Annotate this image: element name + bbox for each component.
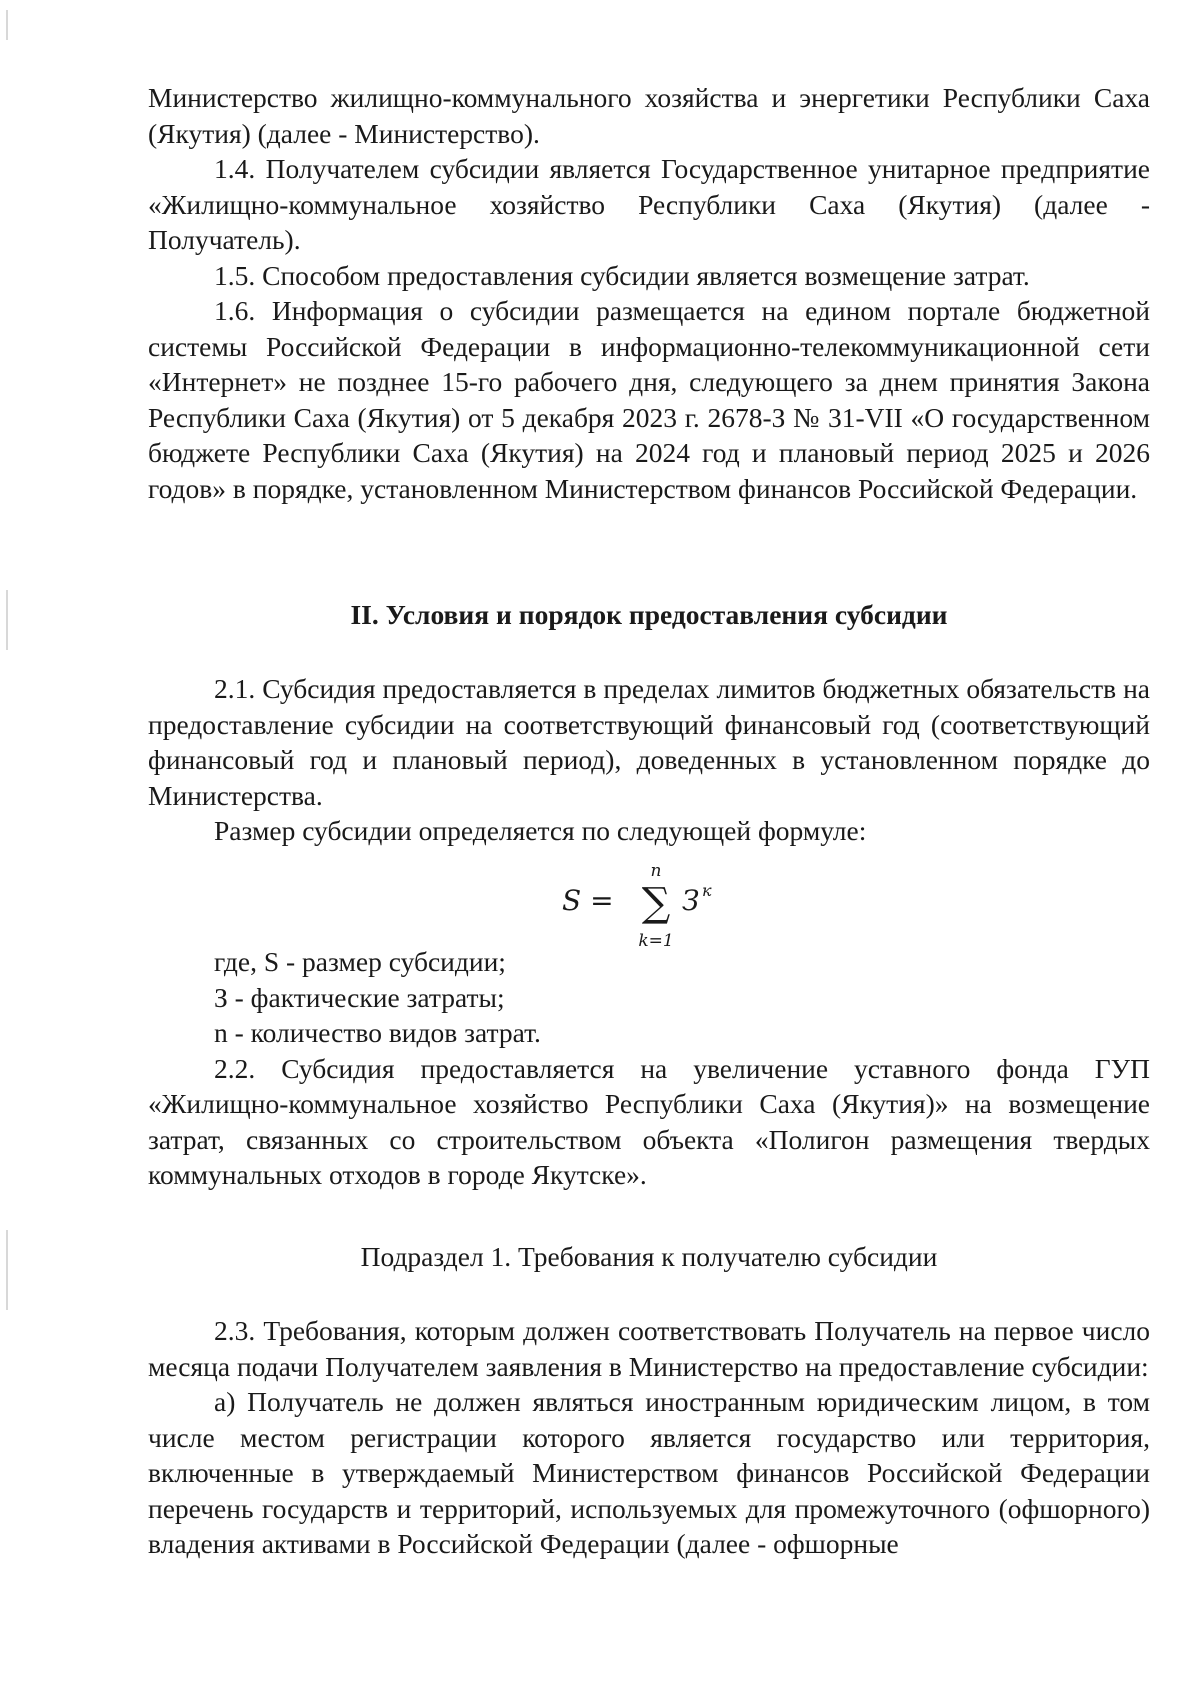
formula-sigma: ∑	[641, 880, 671, 926]
paragraph-formula-intro: Размер субсидии определяется по следующей формуле:	[214, 815, 867, 846]
formula-legend-block	[148, 944, 1150, 1193]
formula-term-superscript: к	[702, 881, 712, 900]
paragraph-2-2: 2.2. Субсидия предоставляется на увеличение уставного фонда ГУП «Жилищно-коммунальное хозяйство Республики Саха (Якутия)» на возмещение затрат, связанных со строительством объекта «Полигон размещения твердых коммунальных отходов в городе Якутске».	[148, 1052, 1150, 1190]
legend-n: n - количество видов затрат.	[214, 1017, 541, 1048]
subsection1-heading: Подраздел 1. Требования к получателю субсидии	[360, 1241, 938, 1272]
paragraph-2-3-a: а) Получатель не должен являться иностранным юридическим лицом, в том числе местом регистрации которого является государство или территория, включенные в утверждаемый Министерством финансов Российской Федерации перечень государств и территорий, используемых для промежуточного (офшорного) владения активами в Российской Федерации (далее - офшорные	[148, 1386, 1150, 1559]
scan-artifact	[6, 1230, 8, 1310]
paragraph-1-4: 1.4. Получателем субсидии является Государственное унитарное предприятие «Жилищно-коммунальное хозяйство Республики Саха (Якутия) (далее - Получатель).	[148, 153, 1150, 255]
section2-block	[148, 671, 1150, 849]
subsidy-formula	[560, 862, 760, 952]
paragraph-1-5: 1.5. Способом предоставления субсидии является возмещение затрат.	[214, 259, 1030, 291]
paragraph-2-3: 2.3. Требования, которым должен соответствовать Получатель на первое число месяца подачи Получателем заявления в Министерство на предоставление субсидии:	[148, 1315, 1150, 1382]
section2-heading: II. Условия и порядок предоставления субсидии	[350, 599, 948, 630]
formula-lower-limit: k=1	[638, 931, 674, 951]
legend-s: где, S - размер субсидии;	[214, 946, 506, 977]
paragraph-1-6: 1.6. Информация о субсидии размещается на едином портале бюджетной системы Российской Федерации в информационно-телекоммуникационной сети «Интернет» не позднее 15-го рабочего дня, следующего за днем принятия Закона Республики Саха (Якутия) от 5 декабря 2023 г. 2678-З № 31-VII «О государственном бюджете Республики Саха (Якутия) на 2024 год и плановый период 2025 и 2026 годов» в порядке, установленном Министерством финансов Российской Федерации.	[148, 295, 1150, 504]
formula-upper-limit: n	[650, 862, 662, 881]
scan-artifact	[6, 590, 8, 650]
formula-lhs: S =	[562, 884, 614, 917]
formula-svg	[560, 862, 760, 952]
legend-z: З - фактические затраты;	[214, 981, 505, 1013]
subsection1-block	[148, 1313, 1150, 1562]
paragraph-ministry: Министерство жилищно-коммунального хозяйства и энергетики Республики Саха (Якутия) (далее - Министерство).	[148, 82, 1150, 149]
formula-term: З	[682, 884, 700, 917]
section1-continuation	[148, 80, 1150, 506]
paragraph-2-1: 2.1. Субсидия предоставляется в пределах лимитов бюджетных обязательств на предоставление субсидии на соответствующий финансовый год (соответствующий финансовый год и плановый период), доведенных в установленном порядке до Министерства.	[148, 673, 1150, 811]
scan-artifact	[6, 10, 8, 40]
